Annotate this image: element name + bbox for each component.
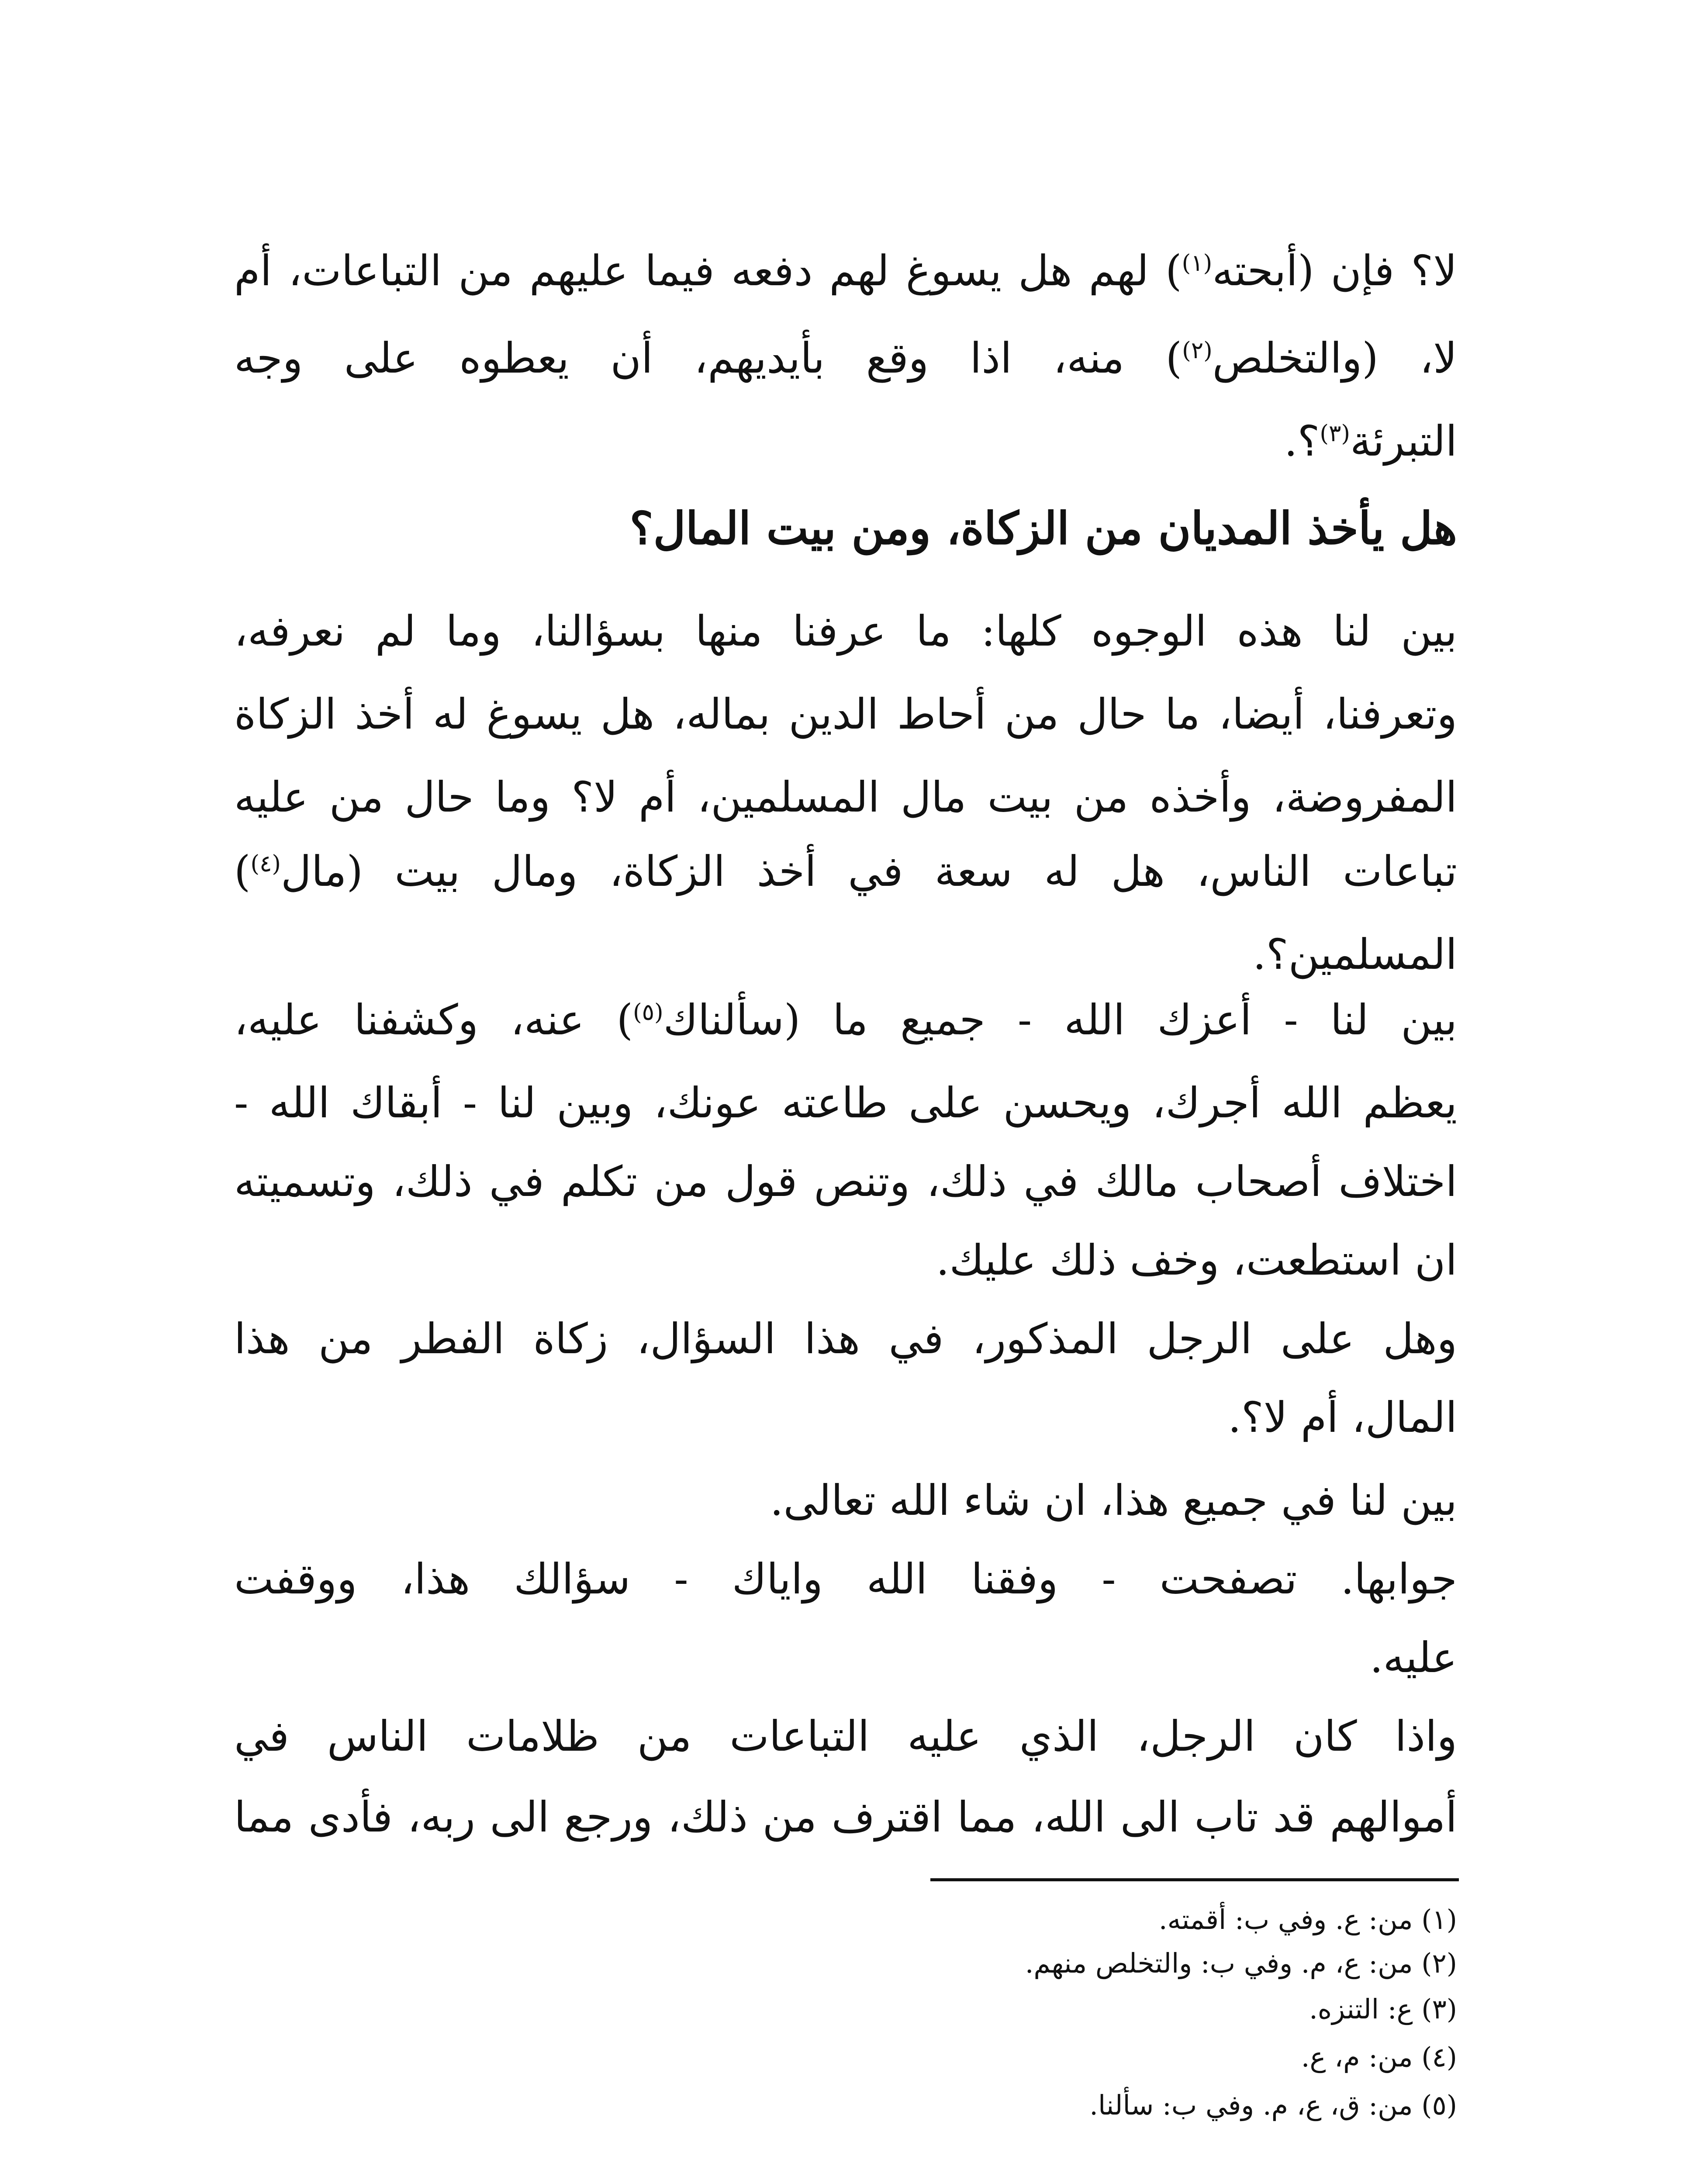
text-line: بين لنا في جميع هذا، ان شاء الله تعالى. [770,1476,1457,1525]
footnote-ref: (٥) [633,999,663,1026]
text-line: لا، (والتخلص$^{(٢)}$) منه، اذا وقع بأيديهم، أن يعطوه على وجه [234,334,1458,383]
footnote-separator [930,1878,1459,1881]
text-line: لا؟ فإن (أبحته$^{(١)}$) لهم هل يسوغ لهم دفعه فيما عليهم من التباعات، أم [234,246,1457,295]
text-line: المفروضة، وأخذه من بيت مال المسلمين، أم لا؟ وما حال من عليه [234,773,1457,822]
footnote-ref: (١) [1182,250,1213,276]
text-line: بين لنا هذه الوجوه كلها: ما عرفنا منها بسؤالنا، وما لم نعرفه، [234,607,1458,656]
text-line: المسلمين؟. [1253,930,1457,979]
text-line: اختلاف أصحاب مالك في ذلك، وتنص قول من تكلم في ذلك، وتسميته [234,1157,1458,1206]
text-line: أموالهم قد تاب الى الله، مما اقترف من ذلك، ورجع الى ربه، فأدى مما [234,1793,1457,1842]
footnote-ref: (٤) [250,850,281,877]
text-line: يعظم الله أجرك، ويحسن على طاعته عونك، وبين لنا - أبقاك الله - [234,1078,1457,1127]
text-line: المال، أم لا؟. [1228,1393,1457,1442]
footnote-ref: (٢) [1182,337,1213,364]
text-line: وهل على الرجل المذكور، في هذا السؤال، زكاة الفطر من هذا [234,1314,1457,1363]
text-line: تباعات الناس، هل له سعة في أخذ الزكاة، ومال بيت (مال$^{(٤)}$) [234,847,1457,896]
text-line: التبرئة$^{(٣)}$؟. [1284,417,1457,466]
footnote: (٥) من: ق، ع، م. وفي ب: سألنا. [1089,2089,1457,2121]
text-line: ان استطعت، وخف ذلك عليك. [936,1236,1457,1285]
text-line: بين لنا - أعزك الله - جميع ما (سألناك$^{(٥)}$) عنه، وكشفنا عليه، [234,995,1457,1044]
text-line: عليه. [1369,1633,1457,1682]
text-line: وتعرفنا، أيضا، ما حال من أحاط الدين بماله، هل يسوغ له أخذ الزكاة [234,690,1457,739]
footnote: (١) من: ع. وفي ب: أقمته. [1158,1904,1457,1935]
footnote: (٣) ع: التنزه. [1309,1993,1457,2025]
section-heading: هل يأخذ المديان من الزكاة، ومن بيت المال؟ [629,502,1457,555]
text-line: واذا كان الرجل، الذي عليه التباعات من ظلامات الناس في [234,1712,1457,1761]
footnote-ref: (٣) [1320,420,1350,447]
text-line: جوابها. تصفحت - وفقنا الله واياك - سؤالك هذا، ووقفت [234,1555,1457,1603]
footnote: (٢) من: ع، م. وفي ب: والتخلص منهم. [1025,1947,1457,1979]
footnote: (٤) من: م، ع. [1301,2041,1457,2073]
